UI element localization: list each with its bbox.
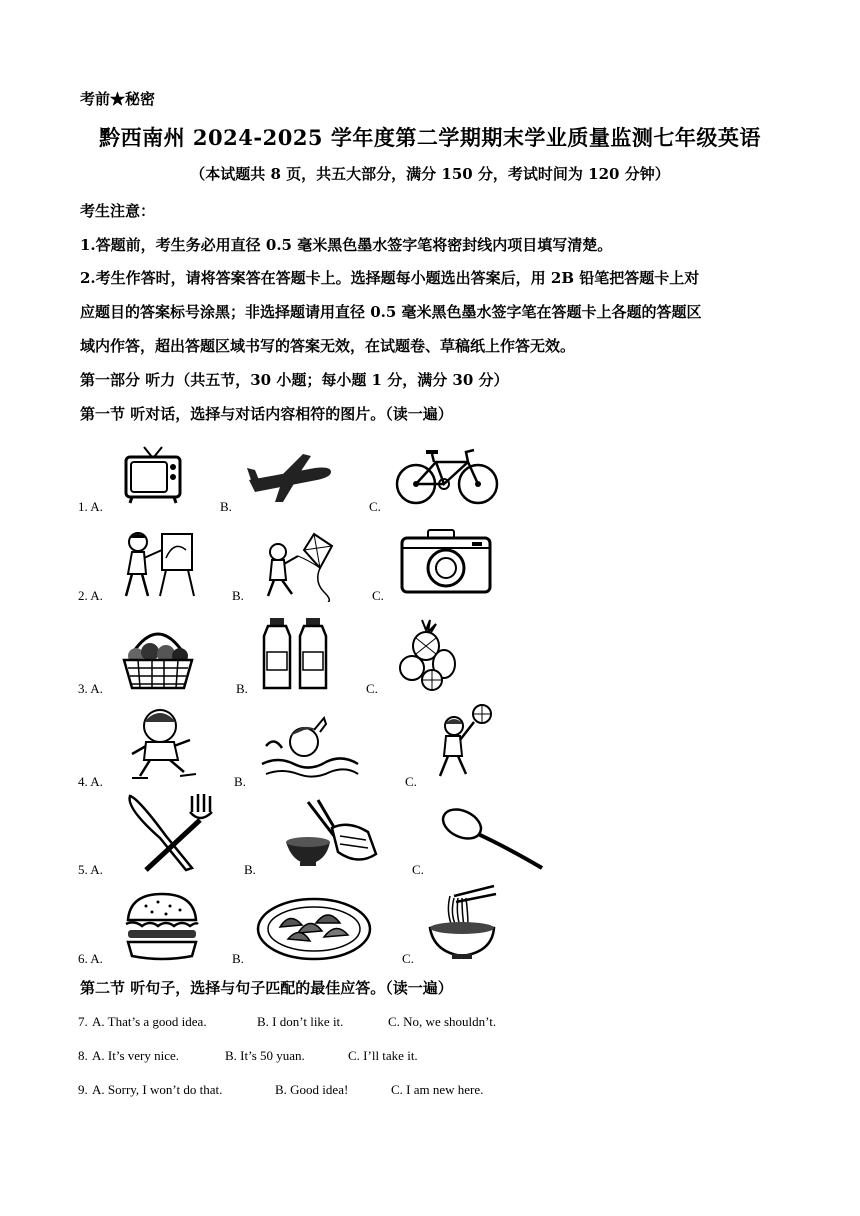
q2-label: 2. A. <box>78 588 103 603</box>
q8-option-a: A. It’s very nice. <box>92 1048 180 1063</box>
q6-option-b: B. <box>232 951 244 966</box>
q2-option-b: B. <box>232 588 244 603</box>
q7-option-b: B. I don’t like it. <box>257 1014 344 1029</box>
q3-label: 3. A. <box>78 681 103 696</box>
q3-option-b: B. <box>236 681 248 696</box>
painting-boy-icon <box>118 528 200 600</box>
q7-option-c: C. No, we shouldn’t. <box>388 1014 497 1029</box>
q1-option-c: C. <box>369 499 381 514</box>
fruits-icon <box>394 616 460 694</box>
q6-label: 6. A. <box>78 951 103 966</box>
q8-label: 8. <box>78 1048 88 1063</box>
q4-option-c: C. <box>405 774 417 789</box>
q1-option-b: B. <box>220 499 232 514</box>
milk-bottles-icon <box>262 614 332 692</box>
q4-label: 4. A. <box>78 774 103 789</box>
q1-label: 1. A. <box>78 499 103 514</box>
hamburger-icon <box>122 890 202 962</box>
q9-option-b: B. Good idea! <box>275 1082 349 1097</box>
q6-option-c: C. <box>402 951 414 966</box>
q8-option-b: B. It’s 50 yuan. <box>225 1048 305 1063</box>
section1-heading: 第一节 听对话，选择与对话内容相符的图片。（读一遍） <box>80 405 453 423</box>
q7-option-a: A. That’s a good idea. <box>92 1014 207 1029</box>
skating-boy-icon <box>126 702 204 784</box>
q9-label: 9. <box>78 1082 88 1097</box>
dumplings-icon <box>254 893 374 963</box>
q7-label: 7. <box>78 1014 88 1029</box>
notice-item-1: 1.答题前，考生务必用直径 0.5 毫米黑色墨水签字笔将密封线内项目填写清楚。 <box>80 236 613 254</box>
knife-fork-icon <box>122 790 214 872</box>
notice-heading: 考生注意： <box>80 202 156 220</box>
q4-option-b: B. <box>234 774 246 789</box>
q5-option-c: C. <box>412 862 424 877</box>
spoon-icon <box>438 800 548 872</box>
section2-heading: 第二节 听句子，选择与句子匹配的最佳应答。（读一遍） <box>80 979 453 997</box>
q5-label: 5. A. <box>78 862 103 877</box>
basketball-boy-icon <box>430 702 496 782</box>
notice-item-2-line-1: 2.考生作答时，请将答案答在答题卡上。选择题每小题选出答案后，用 2B 铅笔把答题卡上对 <box>80 269 700 287</box>
camera-icon <box>398 526 494 596</box>
q9-option-a: A. Sorry, I won’t do that. <box>92 1082 223 1097</box>
noodles-icon <box>424 882 500 962</box>
notice-item-2-line-3: 域内作答，超出答题区域书写的答案无效，在试题卷、草稿纸上作答无效。 <box>80 337 576 355</box>
kite-boy-icon <box>262 530 340 602</box>
q5-option-b: B. <box>244 862 256 877</box>
q8-option-c: C. I’ll take it. <box>348 1048 418 1063</box>
airplane-icon <box>245 450 335 505</box>
page-subtitle: （本试题共 8 页，共五大部分，满分 150 分，考试时间为 120 分钟） <box>190 165 670 183</box>
q2-option-c: C. <box>372 588 384 603</box>
page-title: 黔西南州 2024-2025 学年度第二学期期末学业质量监测七年级英语 <box>99 125 761 150</box>
swimming-girl-icon <box>258 706 362 782</box>
part1-heading: 第一部分 听力（共五节，30 小题；每小题 1 分，满分 30 分） <box>80 371 509 389</box>
notice-item-2-line-2: 应题目的答案标号涂黑；非选择题请用直径 0.5 毫米黑色墨水签字笔在答题卡上各题的答题区 <box>80 303 702 321</box>
confidential-tag: 考前★秘密 <box>80 90 156 108</box>
television-icon <box>122 445 184 507</box>
q3-option-c: C. <box>366 681 378 696</box>
vegetable-basket-icon <box>118 620 198 692</box>
chopsticks-bowl-icon <box>278 796 380 872</box>
bicycle-icon <box>392 440 502 510</box>
q9-option-c: C. I am new here. <box>391 1082 484 1097</box>
